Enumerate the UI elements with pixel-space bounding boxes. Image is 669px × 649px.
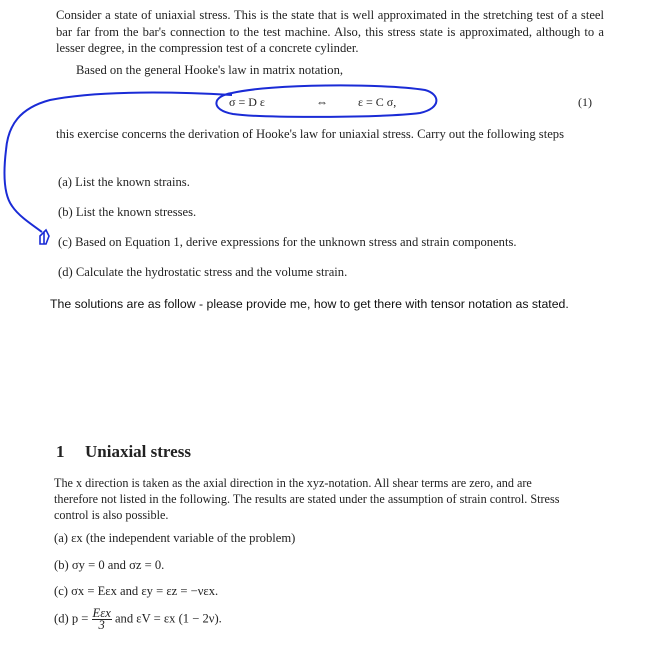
problem-lead-in: Based on the general Hooke's law in matrix notation, — [76, 63, 344, 77]
equation-lhs: σ = D ε — [229, 95, 265, 109]
annotation-pen-mark — [40, 230, 49, 244]
solution-heading — [56, 442, 191, 462]
fraction-numerator: Eεx — [92, 606, 111, 620]
user-question-text: The solutions are as follow - please provide me, how to get there with tensor notation as stated. — [50, 297, 569, 311]
problem-statement: this exercise concerns the derivation of Hooke's law for uniaxial stress. Carry out the following steps — [56, 127, 564, 141]
solution-c: (c) σx = Eεx and εy = εz = −νεx. — [54, 584, 219, 598]
problem-intro: Consider a state of uniaxial stress. This is the state that is well approximated in the stretching test of a steel bar far from the bar's connection to the test machine. Also, this stress state is approximated, although to a lesser degree, in the compression test of a concrete cylinder. — [56, 8, 604, 55]
solution-d-fraction — [92, 608, 112, 631]
solution-d-rest: and εV = εx (1 − 2ν). — [114, 611, 222, 626]
equation-arrow: ⇔ — [316, 95, 328, 109]
solution-body: The x direction is taken as the axial direction in the xyz-notation. All shear terms are zero, and are therefore not listed in the following. The results are stated under the assumption of strain control. Stress control is also possible. — [54, 476, 560, 522]
equation-number: (1) — [578, 95, 592, 109]
solution-b: (b) σy = 0 and σz = 0. — [54, 558, 165, 572]
solution-d-label: (d) p = — [54, 611, 89, 626]
task-item-b: (b) List the known stresses. — [58, 205, 197, 219]
solution-d — [54, 608, 222, 631]
heading-number: 1 — [56, 442, 65, 461]
heading-title: Uniaxial stress — [85, 442, 191, 461]
fraction-denominator: 3 — [98, 618, 105, 632]
task-item-a: (a) List the known strains. — [58, 175, 190, 189]
task-item-c: (c) Based on Equation 1, derive expressions for the unknown stress and strain components. — [58, 235, 517, 249]
equation-rhs: ε = C σ, — [358, 95, 397, 109]
task-item-d: (d) Calculate the hydrostatic stress and the volume strain. — [58, 265, 348, 279]
solution-a: (a) εx (the independent variable of the problem) — [54, 531, 296, 545]
